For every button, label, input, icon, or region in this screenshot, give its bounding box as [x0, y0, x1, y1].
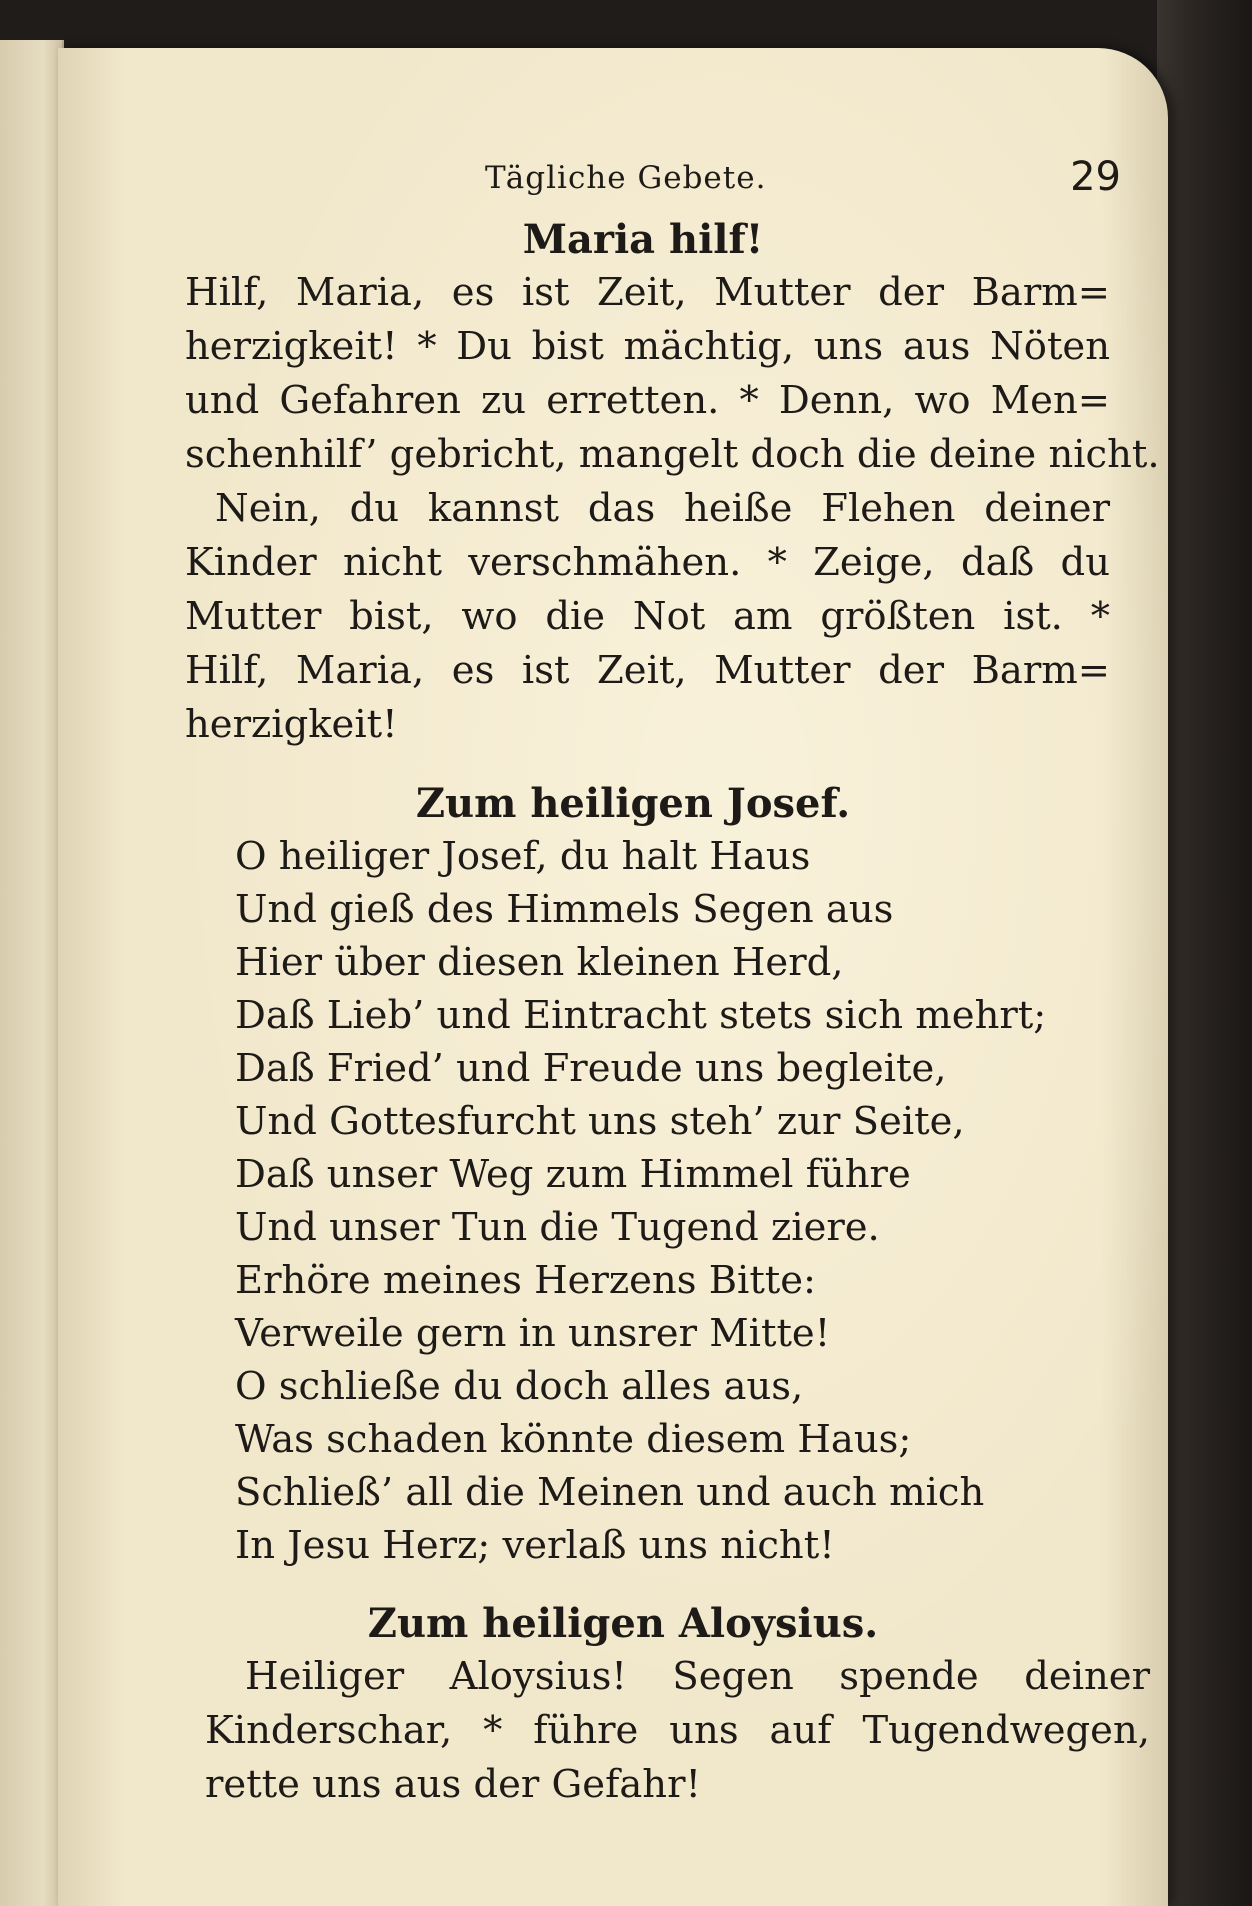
verse-line: Hier über diesen kleinen Herd,	[235, 940, 844, 985]
verse-line: Und unser Tun die Tugend ziere.	[235, 1205, 880, 1250]
prayer-line: herzigkeit! * Du bist mächtig, uns aus Nöten	[185, 324, 1110, 369]
verse-line: Und Gottesfurcht uns steh’ zur Seite,	[235, 1099, 965, 1144]
verse-line: Schließ’ all die Meinen und auch mich	[235, 1470, 985, 1515]
verse-line: Und gieß des Himmels Segen aus	[235, 887, 894, 932]
verse-line: O heiliger Josef, du halt Haus	[235, 834, 811, 879]
verse-line: Daß Lieb’ und Eintracht stets sich mehrt;	[235, 993, 1047, 1038]
prayer-line: Hilf, Maria, es ist Zeit, Mutter der Barm=	[185, 648, 1110, 693]
running-title: Tägliche Gebete.	[485, 160, 767, 196]
book-cover-edge	[1157, 0, 1252, 1906]
prayer-line: Nein, du kannst das heiße Flehen deiner	[215, 486, 1110, 531]
verse-line: Was schaden könnte diesem Haus;	[235, 1417, 912, 1462]
prayer-line: Kinderschar, * führe uns auf Tugendwegen,	[205, 1708, 1150, 1753]
verse-line: Erhöre meines Herzens Bitte:	[235, 1258, 817, 1303]
prayer-line: herzigkeit!	[185, 702, 398, 747]
prayer-line: rette uns aus der Gefahr!	[205, 1762, 701, 1807]
page-text	[183, 148, 1160, 1812]
page-header	[183, 148, 1143, 208]
prayer-maria-hilf	[183, 214, 1160, 752]
prayer-line: Kinder nicht verschmähen. * Zeige, daß du	[185, 540, 1110, 585]
book-page	[58, 48, 1168, 1906]
prayer-line: und Gefahren zu erretten. * Denn, wo Men=	[185, 378, 1110, 423]
verse-line: Verweile gern in unsrer Mitte!	[235, 1311, 831, 1356]
prayer-line: Heiliger Aloysius! Segen spende deiner	[245, 1654, 1150, 1699]
verse-line: Daß unser Weg zum Himmel führe	[235, 1152, 911, 1197]
prayer-title: Zum heiligen Josef.	[415, 780, 851, 827]
prayer-zum-heiligen-aloysius	[183, 1598, 1150, 1812]
prayer-title: Zum heiligen Aloysius.	[367, 1600, 879, 1647]
verse-line: O schließe du doch alles aus,	[235, 1364, 804, 1409]
prayer-line: Hilf, Maria, es ist Zeit, Mutter der Barm=	[185, 270, 1110, 315]
prayer-line: Mutter bist, wo die Not am größten ist. *	[185, 594, 1110, 639]
verse-line: Daß Fried’ und Freude uns begleite,	[235, 1046, 947, 1091]
verse-line: In Jesu Herz; verlaß uns nicht!	[235, 1523, 835, 1568]
page-number: 29	[1070, 154, 1121, 200]
previous-page-edge	[0, 40, 64, 1906]
prayer-line: schenhilf’ gebricht, mangelt doch die deine nicht.	[185, 432, 1160, 477]
prayer-title: Maria hilf!	[522, 216, 764, 263]
prayer-zum-heiligen-josef	[183, 778, 1143, 1572]
